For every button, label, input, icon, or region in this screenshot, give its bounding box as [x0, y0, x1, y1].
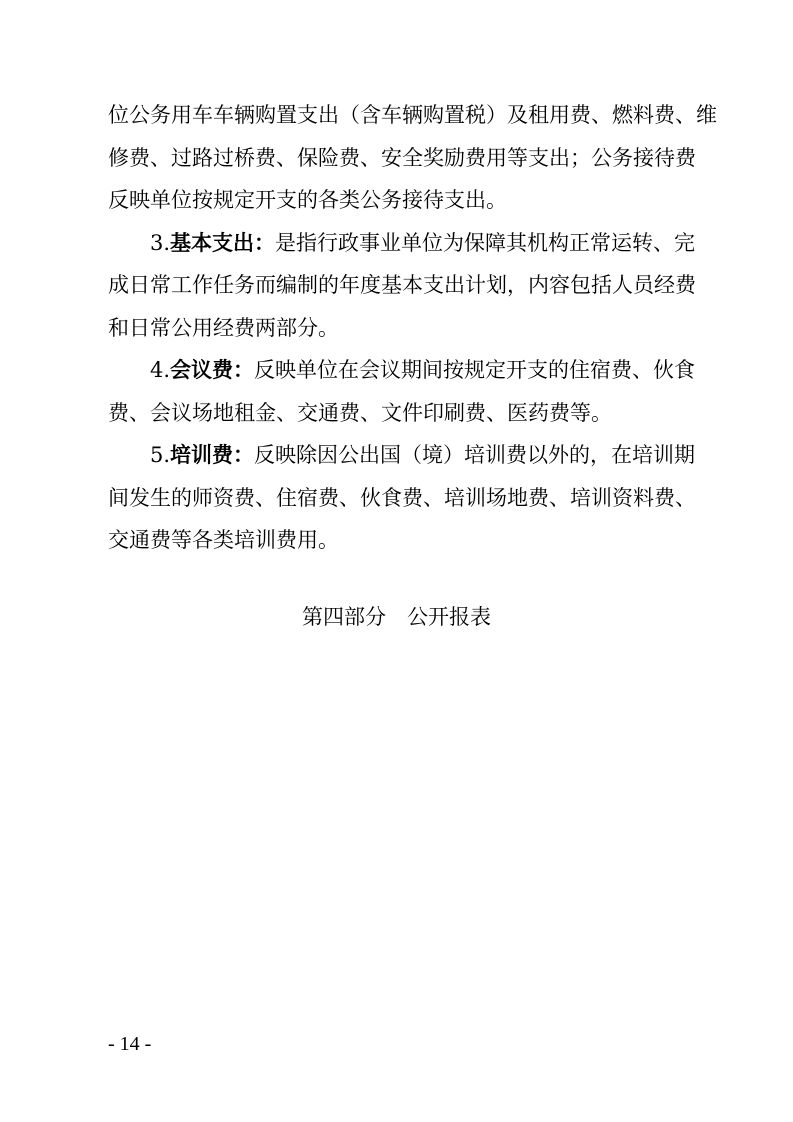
item-3-first-line [150, 229, 696, 259]
item-5-first-line [150, 441, 696, 471]
paragraph-line: 交通费等各类培训费用。 [108, 528, 339, 552]
item-5-text: 反映除因公出国（境）培训费以外的，在培训期 [254, 443, 696, 467]
section-heading: 第四部分 公开报表 [302, 605, 491, 629]
item-4-number: 4. [150, 358, 171, 382]
paragraph-line: 和日常公用经费两部分。 [108, 316, 339, 340]
paragraph-line: 费、会议场地租金、交通费、文件印刷费、医药费等。 [108, 401, 612, 425]
page-number: - 14 - [108, 1033, 152, 1055]
paragraph-line: 反映单位按规定开支的各类公务接待支出。 [108, 188, 507, 212]
item-4-text: 反映单位在会议期间按规定开支的住宿费、伙食 [254, 358, 696, 382]
item-3-term: 基本支出： [170, 231, 276, 255]
paragraph-line: 位公务用车车辆购置支出（含车辆购置税）及租用费、燃料费、维 [108, 103, 717, 127]
item-4-term: 会议费： [170, 358, 255, 382]
paragraph-line: 修费、过路过桥费、保险费、安全奖励费用等支出；公务接待费 [108, 146, 696, 170]
item-3-text: 是指行政事业单位为保障其机构正常运转、完 [275, 231, 696, 255]
item-5-number: 5. [150, 443, 171, 467]
item-4-first-line [150, 356, 696, 386]
item-3-number: 3. [150, 231, 171, 255]
paragraph-line: 间发生的师资费、住宿费、伙食费、培训场地费、培训资料费、 [108, 486, 696, 510]
item-5-term: 培训费： [170, 443, 255, 467]
paragraph-line: 成日常工作任务而编制的年度基本支出计划，内容包括人员经费 [108, 273, 696, 297]
